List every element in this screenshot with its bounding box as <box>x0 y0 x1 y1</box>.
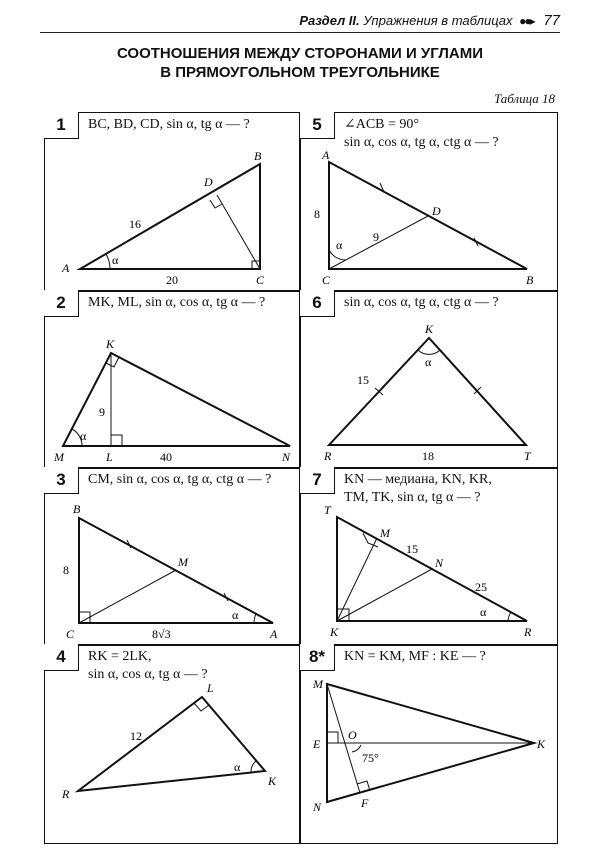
title-line-2: В ПРЯМОУГОЛЬНОМ ТРЕУГОЛЬНИКЕ <box>160 64 440 81</box>
length-label: 8 <box>314 207 320 221</box>
vertex-label: M <box>54 450 64 464</box>
length-label: 40 <box>160 450 172 464</box>
angle-label: α <box>425 355 432 369</box>
problem-number: 7 <box>300 467 335 494</box>
length-label: 8√3 <box>152 627 171 641</box>
right-angle-mark <box>194 703 209 711</box>
median-cm <box>79 570 176 623</box>
question-line: sin α, cos α, tg α — ? <box>88 667 208 682</box>
vertex-label: N <box>313 800 322 814</box>
figure-7 <box>300 467 558 644</box>
problem-1 <box>44 112 300 290</box>
triangle-mkn <box>63 353 290 446</box>
length-label: 16 <box>129 217 141 231</box>
figure-8 <box>300 644 558 844</box>
figure-6 <box>300 290 558 467</box>
figure-5 <box>300 112 558 290</box>
vertex-label: R <box>524 625 532 639</box>
vertex-label: D <box>432 204 441 218</box>
angle-label: α <box>234 760 241 774</box>
vertex-label: C <box>66 627 75 641</box>
problem-number: 2 <box>44 290 79 317</box>
length-label: 9 <box>99 405 105 419</box>
problem-question: CM, sin α, cos α, tg α, ctg α — ? <box>88 472 272 487</box>
figure-3 <box>44 467 300 644</box>
table-label: Таблица 18 <box>493 91 555 106</box>
angle-label: 75° <box>362 751 379 765</box>
vertex-label: A <box>322 148 330 162</box>
problem-6 <box>300 290 558 467</box>
length-label: 12 <box>130 729 142 743</box>
figure-4 <box>44 644 300 844</box>
angle-arc <box>106 254 110 269</box>
vertex-label: C <box>322 273 331 287</box>
angle-arc <box>352 745 361 752</box>
question-line: TM, TK, sin α, tg α — ? <box>344 490 481 505</box>
problem-question: MK, ML, sin α, cos α, tg α — ? <box>88 295 266 310</box>
vertex-label: K <box>330 625 339 639</box>
dots-icon: ●●▸ <box>519 14 534 28</box>
altitude-cd <box>217 195 260 269</box>
question-line: ∠ACB = 90° <box>344 117 420 132</box>
question-line: RK = 2LK, <box>88 649 152 664</box>
triangle-rlk <box>78 697 265 791</box>
angle-arc <box>418 350 440 354</box>
angle-label: α <box>336 238 343 252</box>
vertex-label: K <box>268 774 277 788</box>
angle-label: α <box>80 429 87 443</box>
vertex-label: B <box>254 149 262 163</box>
length-label: 25 <box>475 580 487 594</box>
length-label: 15 <box>406 542 418 556</box>
length-label: 20 <box>166 273 178 287</box>
angle-label: α <box>480 605 487 619</box>
problem-number: 6 <box>300 290 335 317</box>
right-angle-mark <box>111 435 122 446</box>
problem-4 <box>44 644 300 844</box>
vertex-label: E <box>313 737 321 751</box>
vertex-label: A <box>62 261 70 275</box>
angle-arc <box>251 761 256 772</box>
angle-arc <box>508 612 511 621</box>
vertex-label: A <box>270 627 278 641</box>
vertex-label: K <box>106 337 115 351</box>
problem-5 <box>300 112 558 290</box>
right-angle-mark <box>327 732 338 743</box>
length-label: 8 <box>63 563 69 577</box>
vertex-label: O <box>348 728 357 742</box>
problem-8 <box>300 644 558 844</box>
vertex-label: B <box>526 273 534 287</box>
length-label: 18 <box>422 449 434 463</box>
median-kn <box>337 569 432 621</box>
question-line: sin α, cos α, tg α, ctg α — ? <box>344 135 499 150</box>
vertex-label: C <box>256 273 265 287</box>
problem-number: 8* <box>300 644 335 671</box>
figure-1 <box>44 112 300 290</box>
problem-3 <box>44 467 300 644</box>
section-subtitle: Упражнения в таблицах <box>363 13 513 28</box>
problem-7 <box>300 467 558 644</box>
problem-question: KN = KM, MF : KE — ? <box>344 649 486 664</box>
problem-number: 3 <box>44 467 79 494</box>
vertex-label: R <box>62 787 70 801</box>
question-line: KN — медиана, KN, KR, <box>344 472 492 487</box>
vertex-label: M <box>313 677 323 691</box>
problem-number: 4 <box>44 644 79 671</box>
problem-question: BC, BD, CD, sin α, tg α — ? <box>88 117 250 132</box>
vertex-label: L <box>106 450 113 464</box>
vertex-label: N <box>282 450 291 464</box>
vertex-label: D <box>204 175 213 189</box>
vertex-label: K <box>425 322 434 336</box>
length-label: 9 <box>373 230 379 244</box>
page-header <box>40 10 560 33</box>
vertex-label: L <box>207 681 214 695</box>
vertex-label: R <box>324 449 332 463</box>
angle-label: α <box>112 253 119 267</box>
page-title <box>0 44 600 82</box>
section-label: Раздел II. <box>299 13 360 28</box>
angle-label: α <box>232 608 239 622</box>
problem-2 <box>44 290 300 467</box>
title-line-1: СООТНОШЕНИЯ МЕЖДУ СТОРОНАМИ И УГЛАМИ <box>116 45 484 62</box>
problem-number: 1 <box>44 112 79 139</box>
page-number: 77 <box>543 12 560 29</box>
angle-arc <box>254 614 256 623</box>
triangle-abc <box>80 164 260 269</box>
figure-2 <box>44 290 300 467</box>
length-label: 15 <box>357 373 369 387</box>
problem-question: sin α, cos α, tg α, ctg α — ? <box>344 295 499 310</box>
vertex-label: F <box>361 796 369 810</box>
vertex-label: B <box>73 502 81 516</box>
vertex-label: T <box>324 503 331 517</box>
vertex-label: N <box>435 556 444 570</box>
vertex-label: M <box>380 526 390 540</box>
vertex-label: K <box>537 737 546 751</box>
vertex-label: M <box>178 555 188 569</box>
problem-number: 5 <box>300 112 335 139</box>
vertex-label: T <box>524 449 531 463</box>
